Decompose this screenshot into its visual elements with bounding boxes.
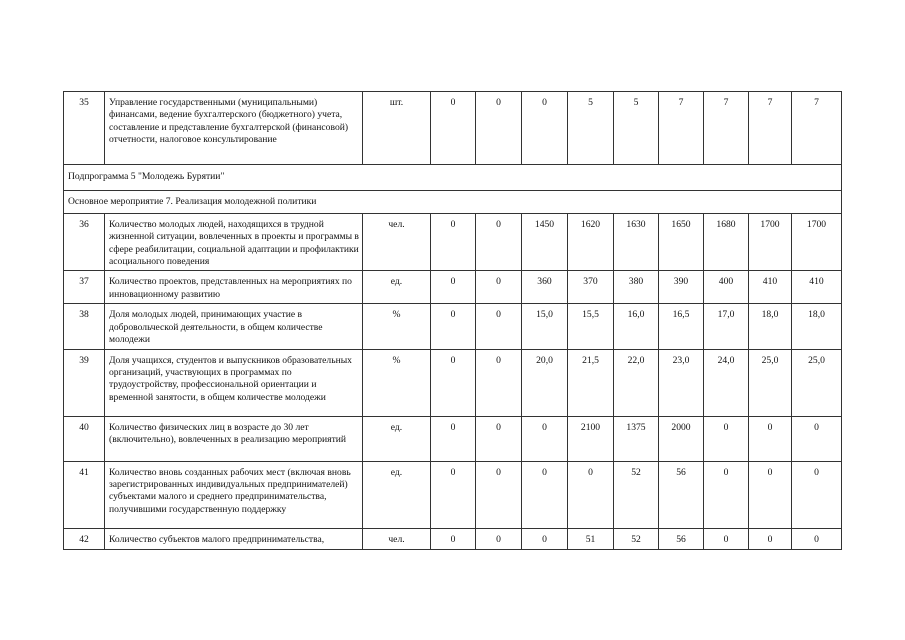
value-cell: 16,5 [659, 304, 704, 349]
value-cell: 18,0 [749, 304, 792, 349]
indicator-name-cell: Количество вновь созданных рабочих мест (включая вновь зарегистрированных индивидуальных предпринимателей) субъектами малого и среднего предпринимательства, получившими государственную поддержку [105, 461, 363, 528]
row-number-cell: 42 [64, 528, 105, 549]
table-row [64, 461, 842, 528]
value-cell: 0 [476, 416, 522, 461]
value-cell: 0 [431, 349, 476, 416]
value-cell: 15,0 [522, 304, 568, 349]
indicator-name-cell: Управление государственными (муниципальными) финансами, ведение бухгалтерского (бюджетного) учета, составление и представление бухгалтерской (финансовой) отчетности, налоговое консультирование [105, 92, 363, 165]
value-cell: 0 [431, 271, 476, 304]
value-cell: 1680 [704, 213, 749, 271]
value-cell: 0 [476, 461, 522, 528]
unit-cell: ед. [363, 461, 431, 528]
row-number-cell: 35 [64, 92, 105, 165]
unit-cell: % [363, 349, 431, 416]
value-cell: 0 [476, 213, 522, 271]
table-row [64, 92, 842, 165]
row-number-cell: 41 [64, 461, 105, 528]
value-cell: 52 [614, 528, 659, 549]
value-cell: 360 [522, 271, 568, 304]
table-row [64, 528, 842, 549]
value-cell: 370 [568, 271, 614, 304]
value-cell: 1700 [749, 213, 792, 271]
indicator-table [63, 91, 842, 550]
value-cell: 16,0 [614, 304, 659, 349]
value-cell: 380 [614, 271, 659, 304]
value-cell: 1700 [792, 213, 842, 271]
value-cell: 0 [476, 92, 522, 165]
value-cell: 0 [476, 304, 522, 349]
value-cell: 0 [431, 528, 476, 549]
value-cell: 0 [792, 461, 842, 528]
value-cell: 0 [522, 416, 568, 461]
section-row [64, 191, 842, 213]
value-cell: 51 [568, 528, 614, 549]
value-cell: 0 [476, 271, 522, 304]
row-number-cell: 40 [64, 416, 105, 461]
value-cell: 2100 [568, 416, 614, 461]
value-cell: 1650 [659, 213, 704, 271]
value-cell: 21,5 [568, 349, 614, 416]
value-cell: 56 [659, 461, 704, 528]
value-cell: 0 [431, 416, 476, 461]
table-row [64, 349, 842, 416]
value-cell: 15,5 [568, 304, 614, 349]
value-cell: 0 [431, 213, 476, 271]
section-title: Основное мероприятие 7. Реализация молодежной политики [64, 191, 842, 213]
value-cell: 1450 [522, 213, 568, 271]
unit-cell: чел. [363, 528, 431, 549]
table-row [64, 304, 842, 349]
value-cell: 25,0 [792, 349, 842, 416]
indicator-name-cell: Количество физических лиц в возрасте до 30 лет (включительно), вовлеченных в реализацию мероприятий [105, 416, 363, 461]
value-cell: 0 [476, 528, 522, 549]
value-cell: 0 [704, 528, 749, 549]
table-row [64, 213, 842, 271]
indicator-name-cell: Доля учащихся, студентов и выпускников образовательных организаций, участвующих в программах по трудоустройству, профессиональной ориентации и временной занятости, в общем количестве молодежи [105, 349, 363, 416]
unit-cell: чел. [363, 213, 431, 271]
table-row [64, 271, 842, 304]
indicator-name-cell: Количество молодых людей, находящихся в трудной жизненной ситуации, вовлеченных в проекты и программы в сфере реабилитации, социальной адаптации и профилактики асоциального поведения [105, 213, 363, 271]
value-cell: 23,0 [659, 349, 704, 416]
value-cell: 1630 [614, 213, 659, 271]
value-cell: 0 [476, 349, 522, 416]
value-cell: 7 [704, 92, 749, 165]
value-cell: 20,0 [522, 349, 568, 416]
value-cell: 1375 [614, 416, 659, 461]
indicator-name-cell: Доля молодых людей, принимающих участие в добровольческой деятельности, в общем количестве молодежи [105, 304, 363, 349]
value-cell: 410 [792, 271, 842, 304]
value-cell: 0 [704, 461, 749, 528]
value-cell: 25,0 [749, 349, 792, 416]
value-cell: 5 [568, 92, 614, 165]
row-number-cell: 39 [64, 349, 105, 416]
value-cell: 0 [749, 461, 792, 528]
value-cell: 0 [749, 416, 792, 461]
unit-cell: % [363, 304, 431, 349]
value-cell: 0 [522, 528, 568, 549]
value-cell: 17,0 [704, 304, 749, 349]
value-cell: 0 [431, 92, 476, 165]
unit-cell: ед. [363, 416, 431, 461]
value-cell: 5 [614, 92, 659, 165]
value-cell: 18,0 [792, 304, 842, 349]
value-cell: 1620 [568, 213, 614, 271]
value-cell: 0 [792, 416, 842, 461]
row-number-cell: 38 [64, 304, 105, 349]
value-cell: 2000 [659, 416, 704, 461]
value-cell: 410 [749, 271, 792, 304]
indicator-name-cell: Количество субъектов малого предпринимательства, [105, 528, 363, 549]
row-number-cell: 37 [64, 271, 105, 304]
value-cell: 7 [792, 92, 842, 165]
value-cell: 0 [522, 461, 568, 528]
section-title: Подпрограмма 5 "Молодежь Бурятии" [64, 165, 842, 191]
value-cell: 7 [749, 92, 792, 165]
section-row [64, 165, 842, 191]
value-cell: 400 [704, 271, 749, 304]
unit-cell: шт. [363, 92, 431, 165]
value-cell: 0 [792, 528, 842, 549]
indicator-table-body [64, 92, 842, 550]
value-cell: 0 [431, 461, 476, 528]
value-cell: 0 [522, 92, 568, 165]
value-cell: 0 [431, 304, 476, 349]
value-cell: 390 [659, 271, 704, 304]
value-cell: 24,0 [704, 349, 749, 416]
table-row [64, 416, 842, 461]
value-cell: 0 [568, 461, 614, 528]
indicator-name-cell: Количество проектов, представленных на мероприятиях по инновационному развитию [105, 271, 363, 304]
value-cell: 22,0 [614, 349, 659, 416]
value-cell: 56 [659, 528, 704, 549]
indicator-table-page [63, 91, 841, 550]
unit-cell: ед. [363, 271, 431, 304]
value-cell: 0 [704, 416, 749, 461]
value-cell: 52 [614, 461, 659, 528]
row-number-cell: 36 [64, 213, 105, 271]
value-cell: 0 [749, 528, 792, 549]
value-cell: 7 [659, 92, 704, 165]
